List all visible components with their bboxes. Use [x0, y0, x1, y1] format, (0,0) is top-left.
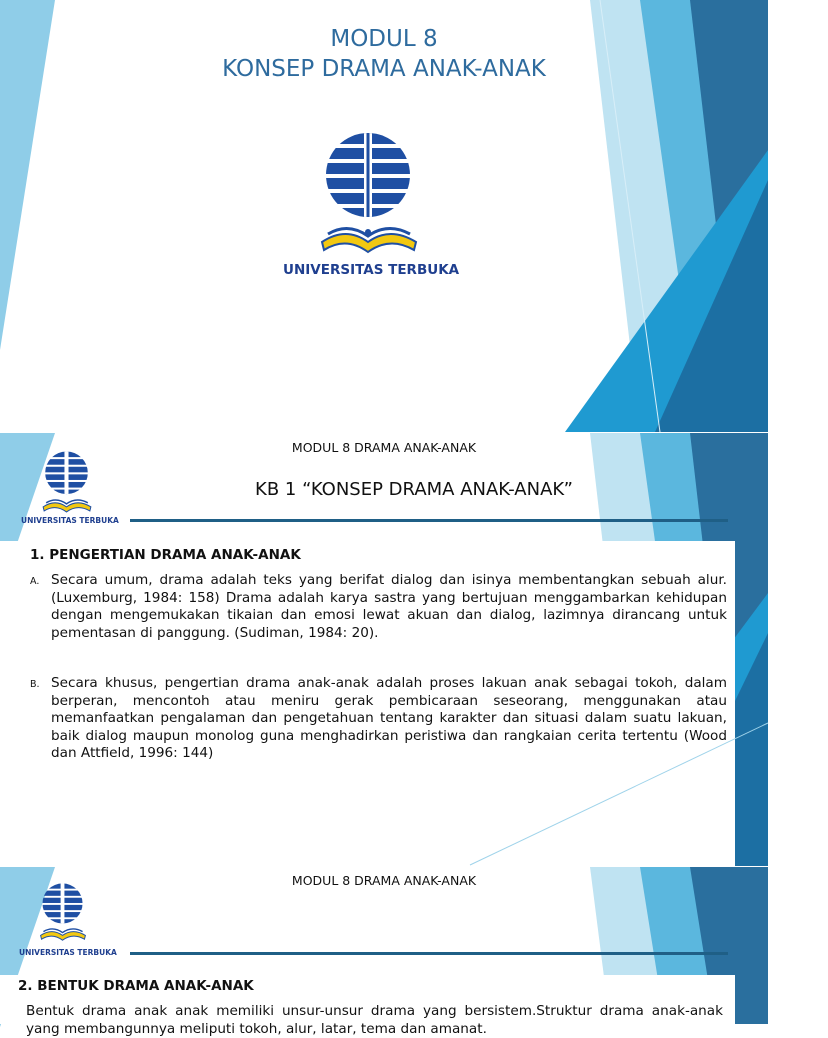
slide-title — [0, 0, 768, 432]
section-paragraph: Bentuk drama anak anak memiliki unsur-unsur drama yang bersistem.Struktur drama anak-anak yang membangunnya meliputi tokoh, alur, latar, tema dan amanat. — [26, 1003, 723, 1037]
section-heading: 2. BENTUK DRAMA ANAK-ANAK — [18, 978, 254, 994]
title-line2: KONSEP DRAMA ANAK-ANAK — [222, 56, 546, 82]
module-header: MODUL 8 DRAMA ANAK-ANAK — [291, 440, 477, 455]
item-a-marker: A. — [30, 576, 40, 587]
kb-title: KB 1 “KONSEP DRAMA ANAK-ANAK” — [255, 479, 573, 500]
university-name: UNIVERSITAS TERBUKA — [21, 516, 119, 525]
university-logo-icon — [38, 882, 88, 944]
header-rule — [130, 519, 728, 522]
slide-bentuk — [0, 867, 768, 1037]
slide-pengertian — [0, 433, 768, 866]
header-rule — [130, 952, 728, 955]
item-a-text: Secara umum, drama adalah teks yang berifat dialog dan isinya membentangkan sebuah alur. (Luxemburg, 1984: 158) Drama adalah karya sastra yang bertujuan menggambarkan kehidupan dengan mengemukakan tikaian dan emosi lewat akuan dan dialog, lazimnya dirancang untuk pementasan di panggung. (Sudiman, 1984: 20). — [51, 572, 727, 641]
section-heading: 1. PENGERTIAN DRAMA ANAK-ANAK — [30, 547, 301, 563]
module-header: MODUL 8 DRAMA ANAK-ANAK — [291, 873, 477, 888]
item-b-marker: B. — [30, 679, 40, 690]
slide-background-decoration — [0, 867, 768, 1024]
university-logo-icon — [318, 130, 420, 260]
university-name: UNIVERSITAS TERBUKA — [19, 948, 117, 957]
university-name: UNIVERSITAS TERBUKA — [283, 262, 460, 278]
title-line1: MODUL 8 — [330, 26, 438, 52]
item-b-text: Secara khusus, pengertian drama anak-anak adalah proses lakuan anak sebagai tokoh, dalam berperan, mencontoh atau meniru gerak pembicaraan seseorang, menggunakan atau memanfaatkan pengalaman dan pengetahuan tentang karakter dan situasi dalam suatu lakuan, baik dialog maupun monolog guna menghadirkan peristiwa dan rangkaian cerita tertentu (Wood dan Attfield, 1996: 144) — [51, 675, 727, 761]
